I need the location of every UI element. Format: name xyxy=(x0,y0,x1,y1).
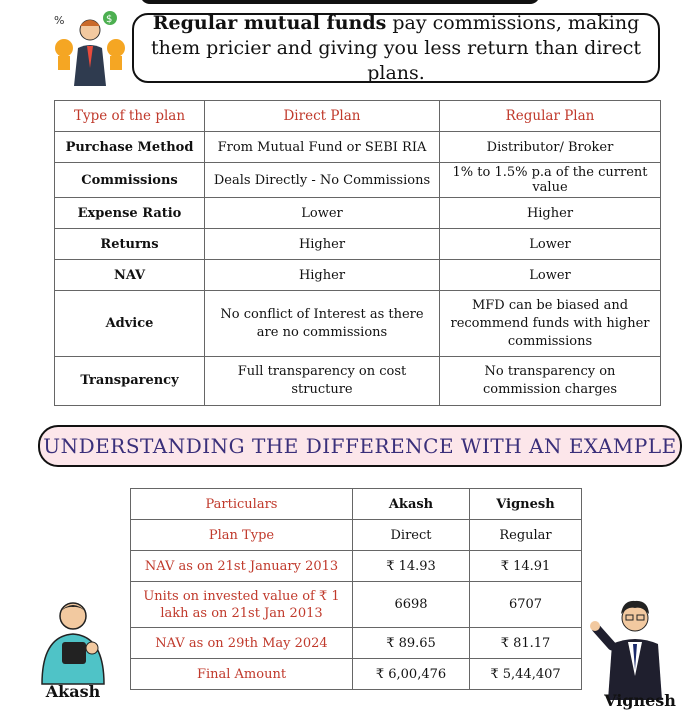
table-row xyxy=(55,229,661,260)
vignesh-value: 6707 xyxy=(470,582,582,628)
direct-cell: Deals Directly - No Commissions xyxy=(205,163,440,198)
vignesh-value: Regular xyxy=(470,520,582,551)
direct-cell: Higher xyxy=(205,229,440,260)
header-direct: Direct Plan xyxy=(205,101,440,132)
vignesh-label: Vignesh xyxy=(604,691,676,710)
akash-label: Akash xyxy=(45,682,101,701)
akash-icon xyxy=(38,596,108,684)
direct-cell: Lower xyxy=(205,198,440,229)
table-row xyxy=(131,520,582,551)
table-row xyxy=(131,582,582,628)
table-row xyxy=(131,551,582,582)
plan-comparison-table xyxy=(54,100,661,406)
header-vignesh: Vignesh xyxy=(470,489,582,520)
table-row xyxy=(131,628,582,659)
header-type: Type of the plan xyxy=(55,101,205,132)
row-label: NAV xyxy=(55,260,205,291)
regular-cell: No transparency on commission charges xyxy=(440,357,661,406)
akash-value: ₹ 14.93 xyxy=(353,551,470,582)
table-row xyxy=(55,291,661,357)
direct-cell: Higher xyxy=(205,260,440,291)
svg-text:$: $ xyxy=(106,14,113,25)
particular-label: Final Amount xyxy=(131,659,353,690)
particular-label: Units on invested value of ₹ 1 lakh as on 21st Jan 2013 xyxy=(131,582,353,628)
row-label: Transparency xyxy=(55,357,205,406)
regular-cell: Lower xyxy=(440,260,661,291)
header-akash: Akash xyxy=(353,489,470,520)
particular-label: Plan Type xyxy=(131,520,353,551)
akash-value: ₹ 89.65 xyxy=(353,628,470,659)
regular-cell: Lower xyxy=(440,229,661,260)
table-row xyxy=(131,659,582,690)
header-regular: Regular Plan xyxy=(440,101,661,132)
regular-cell: Distributor/ Broker xyxy=(440,132,661,163)
table-row xyxy=(55,357,661,406)
example-table xyxy=(130,488,582,690)
vignesh-icon xyxy=(590,586,680,700)
investor-icon xyxy=(50,8,130,88)
direct-cell: Full transparency on cost structure xyxy=(205,357,440,406)
row-label: Expense Ratio xyxy=(55,198,205,229)
header-particulars: Particulars xyxy=(131,489,353,520)
vignesh-value: ₹ 14.91 xyxy=(470,551,582,582)
direct-cell: No conflict of Interest as there are no commissions xyxy=(205,291,440,357)
akash-value: Direct xyxy=(353,520,470,551)
vignesh-value: ₹ 5,44,407 xyxy=(470,659,582,690)
row-label: Returns xyxy=(55,229,205,260)
top-decoration-bar xyxy=(140,0,540,4)
table-header-row xyxy=(131,489,582,520)
akash-value: ₹ 6,00,476 xyxy=(353,659,470,690)
svg-text:%: % xyxy=(54,14,65,27)
row-label: Advice xyxy=(55,291,205,357)
vignesh-value: ₹ 81.17 xyxy=(470,628,582,659)
commission-callout xyxy=(132,13,660,83)
example-banner xyxy=(38,425,682,467)
row-label: Commissions xyxy=(55,163,205,198)
regular-cell: 1% to 1.5% p.a of the current value xyxy=(440,163,661,198)
callout-text: pay commissions, making them pricier and giving you less return than direct plans. xyxy=(150,11,642,84)
akash-value: 6698 xyxy=(353,582,470,628)
particular-label: NAV as on 21st January 2013 xyxy=(131,551,353,582)
table-header-row xyxy=(55,101,661,132)
particular-label: NAV as on 29th May 2024 xyxy=(131,628,353,659)
banner-title: UNDERSTANDING THE DIFFERENCE WITH AN EXAMPLE xyxy=(43,434,677,458)
row-label: Purchase Method xyxy=(55,132,205,163)
callout-bold: Regular mutual funds xyxy=(152,11,387,34)
table-row xyxy=(55,260,661,291)
table-row xyxy=(55,198,661,229)
regular-cell: Higher xyxy=(440,198,661,229)
direct-cell: From Mutual Fund or SEBI RIA xyxy=(205,132,440,163)
table-row xyxy=(55,163,661,198)
table-row xyxy=(55,132,661,163)
regular-cell: MFD can be biased and recommend funds with higher commissions xyxy=(440,291,661,357)
